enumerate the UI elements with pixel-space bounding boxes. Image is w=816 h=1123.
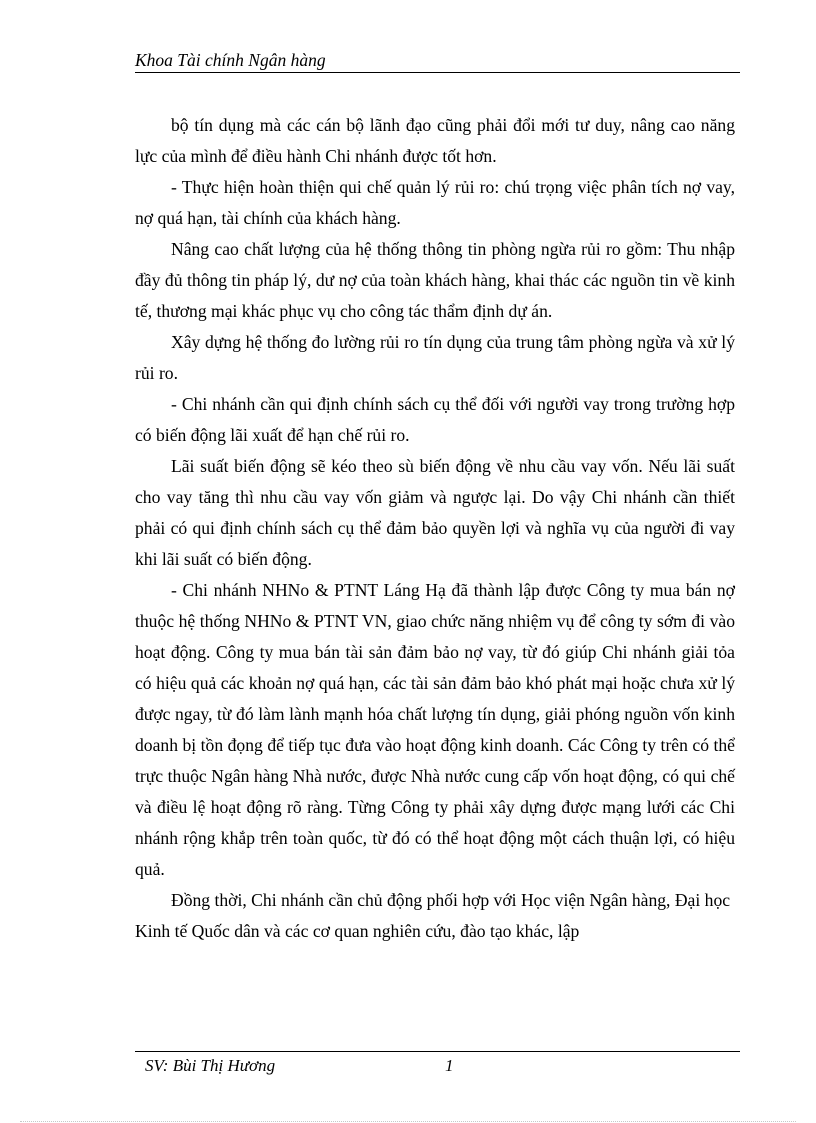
page-header [135, 50, 740, 73]
paragraph: - Chi nhánh NHNo & PTNT Láng Hạ đã thành lập được Công ty mua bán nợ thuộc hệ thống NHNo & PTNT VN, giao chức năng nhiệm vụ để công ty sớm đi vào hoạt động. Công ty mua bán tài sản đảm bảo nợ vay, từ đó giúp Chi nhánh giải tỏa có hiệu quả các khoản nợ quá hạn, các tài sản đảm bảo khó phát mại hoặc chưa xử lý được ngay, từ đó làm lành mạnh hóa chất lượng tín dụng, giải phóng nguồn vốn kinh doanh bị tồn đọng để tiếp tục đưa vào hoạt động kinh doanh. Các Công ty trên có thể trực thuộc Ngân hàng Nhà nước, được Nhà nước cung cấp vốn hoạt động, có qui chế và điều lệ hoạt động rõ ràng. Từng Công ty phải xây dựng được mạng lưới các Chi nhánh rộng khắp trên toàn quốc, từ đó có thể hoạt động một cách thuận lợi, có hiệu quả. [135, 580, 735, 879]
header-title: Khoa Tài chính Ngân hàng [135, 50, 326, 70]
page-footer [135, 1051, 740, 1078]
student-name: SV: Bùi Thị Hương [145, 1056, 276, 1075]
page-edge-divider [20, 1121, 796, 1122]
paragraph: bộ tín dụng mà các cán bộ lãnh đạo cũng phải đổi mới tư duy, nâng cao năng lực của mình để điều hành Chi nhánh được tốt hơn. [135, 115, 735, 166]
paragraph: Xây dựng hệ thống đo lường rủi ro tín dụng của trung tâm phòng ngừa và xử lý rủi ro. [135, 332, 735, 383]
document-body [135, 110, 735, 947]
paragraph: - Chi nhánh cần qui định chính sách cụ thể đối với người vay trong trường hợp có biến động lãi xuất để hạn chế rủi ro. [135, 394, 735, 445]
paragraph: Nâng cao chất lượng của hệ thống thông tin phòng ngừa rủi ro gồm: Thu nhập đầy đủ thông tin pháp lý, dư nợ của toàn khách hàng, khai thác các nguồn tin về kinh tế, thương mại khác phục vụ cho công tác thẩm định dự án. [135, 239, 735, 321]
paragraph: Đồng thời, Chi nhánh cần chủ động phối hợp với Học viện Ngân hàng, Đại học Kinh tế Quốc dân và các cơ quan nghiên cứu, đào tạo khác, lập [135, 890, 731, 941]
paragraph: Lãi suất biến động sẽ kéo theo sù biến động về nhu cầu vay vốn. Nếu lãi suất cho vay tăng thì nhu cầu vay vốn giảm và ngược lại. Do vậy Chi nhánh cần thiết phải có qui định chính sách cụ thể đảm bảo quyền lợi và nghĩa vụ của người đi vay khi lãi suất có biến động. [135, 456, 735, 569]
page-number: 1 [445, 1056, 454, 1075]
paragraph: - Thực hiện hoàn thiện qui chế quản lý rủi ro: chú trọng việc phân tích nợ vay, nợ quá hạn, tài chính của khách hàng. [135, 177, 735, 228]
